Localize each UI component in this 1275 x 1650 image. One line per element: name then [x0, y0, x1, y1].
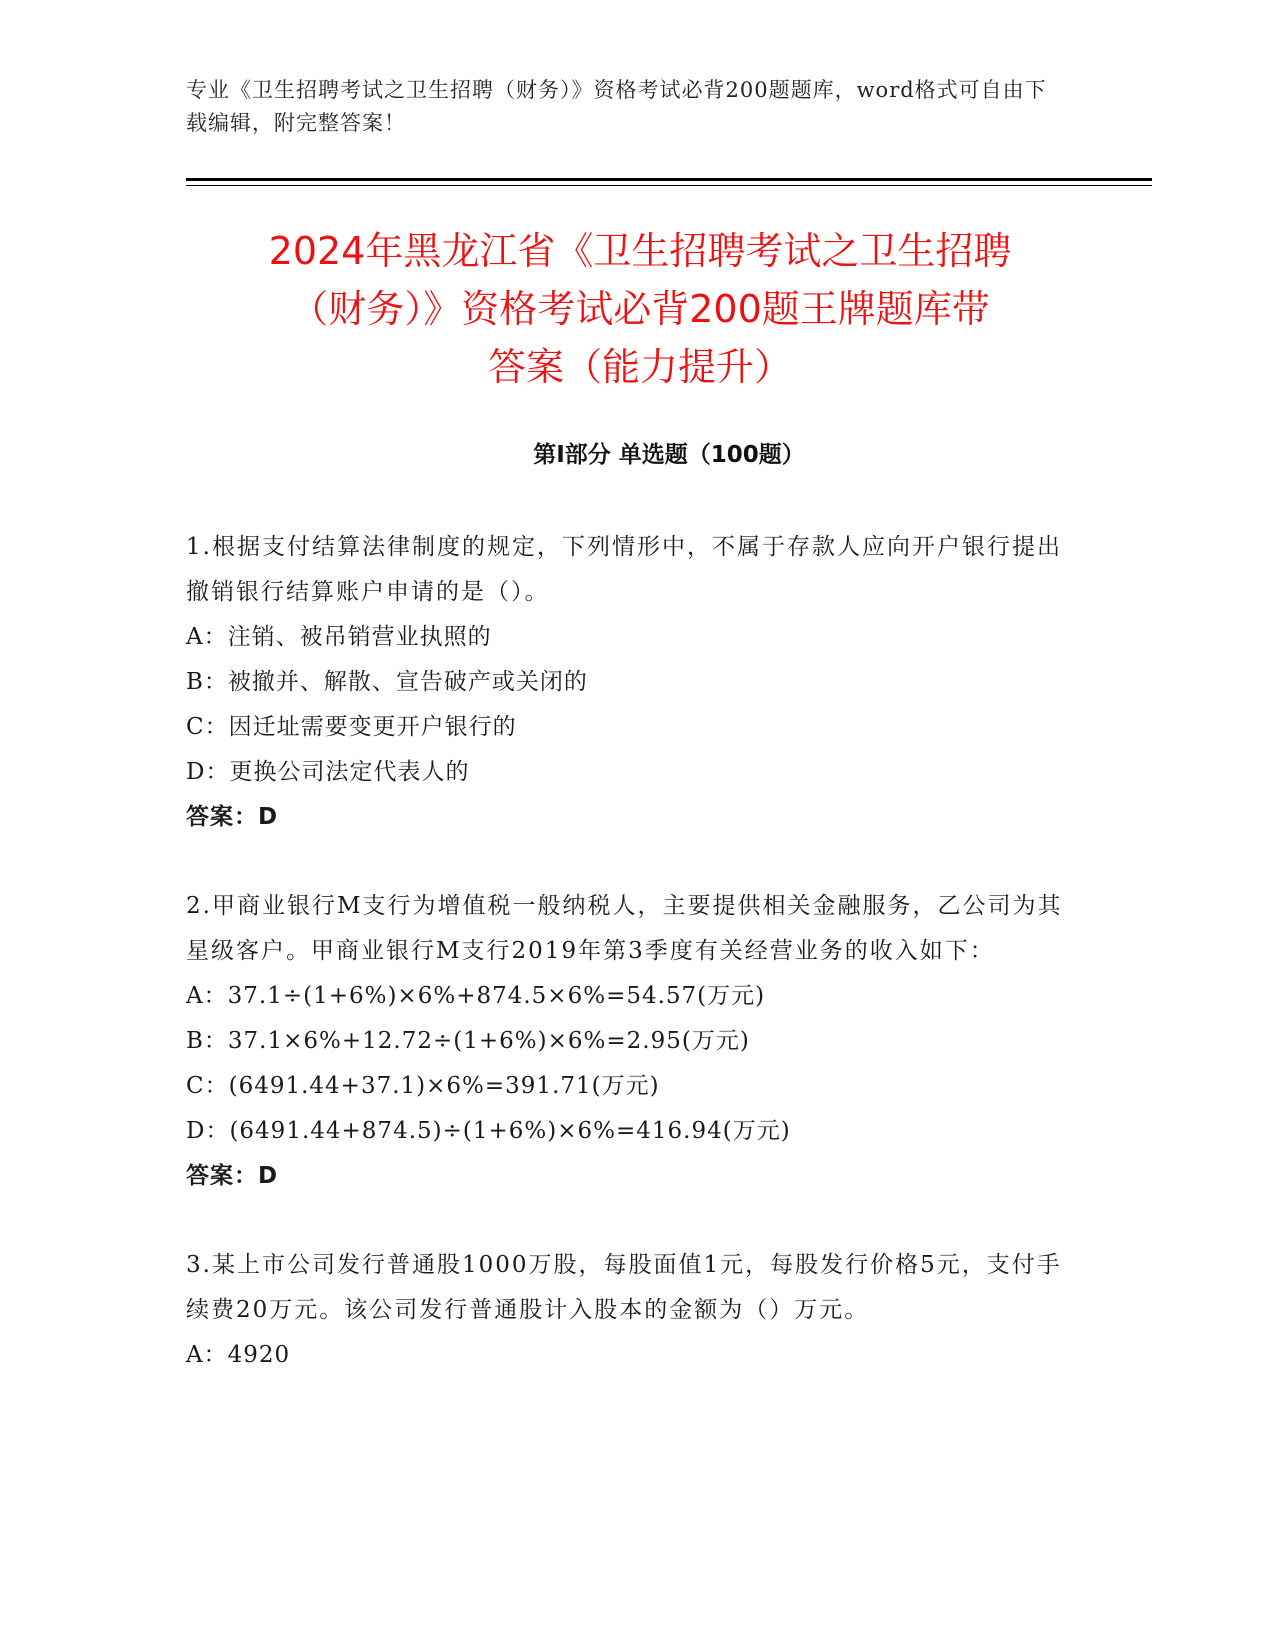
question-stem: 3.某上市公司发行普通股1000万股，每股面值1元，每股发行价格5元，支付手续费20万元。该公司发行普通股计入股本的金额为（）万元。 — [186, 1252, 1062, 1323]
question-1 — [186, 525, 1066, 840]
page-title — [160, 222, 1120, 396]
option-b: B：被撤并、解散、宣告破产或关闭的 — [186, 669, 588, 695]
header-rule-thick — [186, 178, 1152, 181]
section-title: 第Ⅰ部分 单选题（100题） — [533, 442, 805, 468]
option-c: C：(6491.44+37.1)×6%=391.71(万元) — [186, 1073, 660, 1099]
question-stem: 2.甲商业银行M支行为增值税一般纳税人，主要提供相关金融服务，乙公司为其星级客户。甲商业银行M支行2019年第3季度有关经营业务的收入如下： — [186, 893, 1063, 964]
title-line: 答案（能力提升） — [487, 345, 792, 389]
option-d: D：更换公司法定代表人的 — [186, 759, 470, 785]
option-a: A：4920 — [186, 1342, 291, 1368]
option-a: A：37.1÷(1+6%)×6%+874.5×6%=54.57(万元) — [186, 983, 766, 1009]
question-2 — [186, 884, 1066, 1199]
title-line: 2024年黑龙江省《卫生招聘考试之卫生招聘 — [268, 229, 1012, 273]
answer-label: 答案：D — [186, 1163, 279, 1189]
question-list — [186, 525, 1066, 1422]
question-3 — [186, 1243, 1066, 1378]
title-line: （财务）》资格考试必背200题王牌题库带 — [290, 287, 990, 331]
option-d: D：(6491.44+874.5)÷(1+6%)×6%=416.94(万元) — [186, 1118, 791, 1144]
header-note: 专业《卫生招聘考试之卫生招聘（财务）》资格考试必背200题题库，word格式可自由下载编辑，附完整答案！ — [186, 78, 1047, 135]
header-rule-thin — [186, 185, 1152, 186]
answer-label: 答案：D — [186, 804, 279, 830]
option-b: B：37.1×6%+12.72÷(1+6%)×6%=2.95(万元) — [186, 1028, 750, 1054]
option-a: A：注销、被吊销营业执照的 — [186, 624, 492, 650]
question-stem: 1.根据支付结算法律制度的规定，下列情形中，不属于存款人应向开户银行提出撤销银行结算账户申请的是（）。 — [186, 534, 1062, 605]
option-c: C：因迁址需要变更开户银行的 — [186, 714, 517, 740]
